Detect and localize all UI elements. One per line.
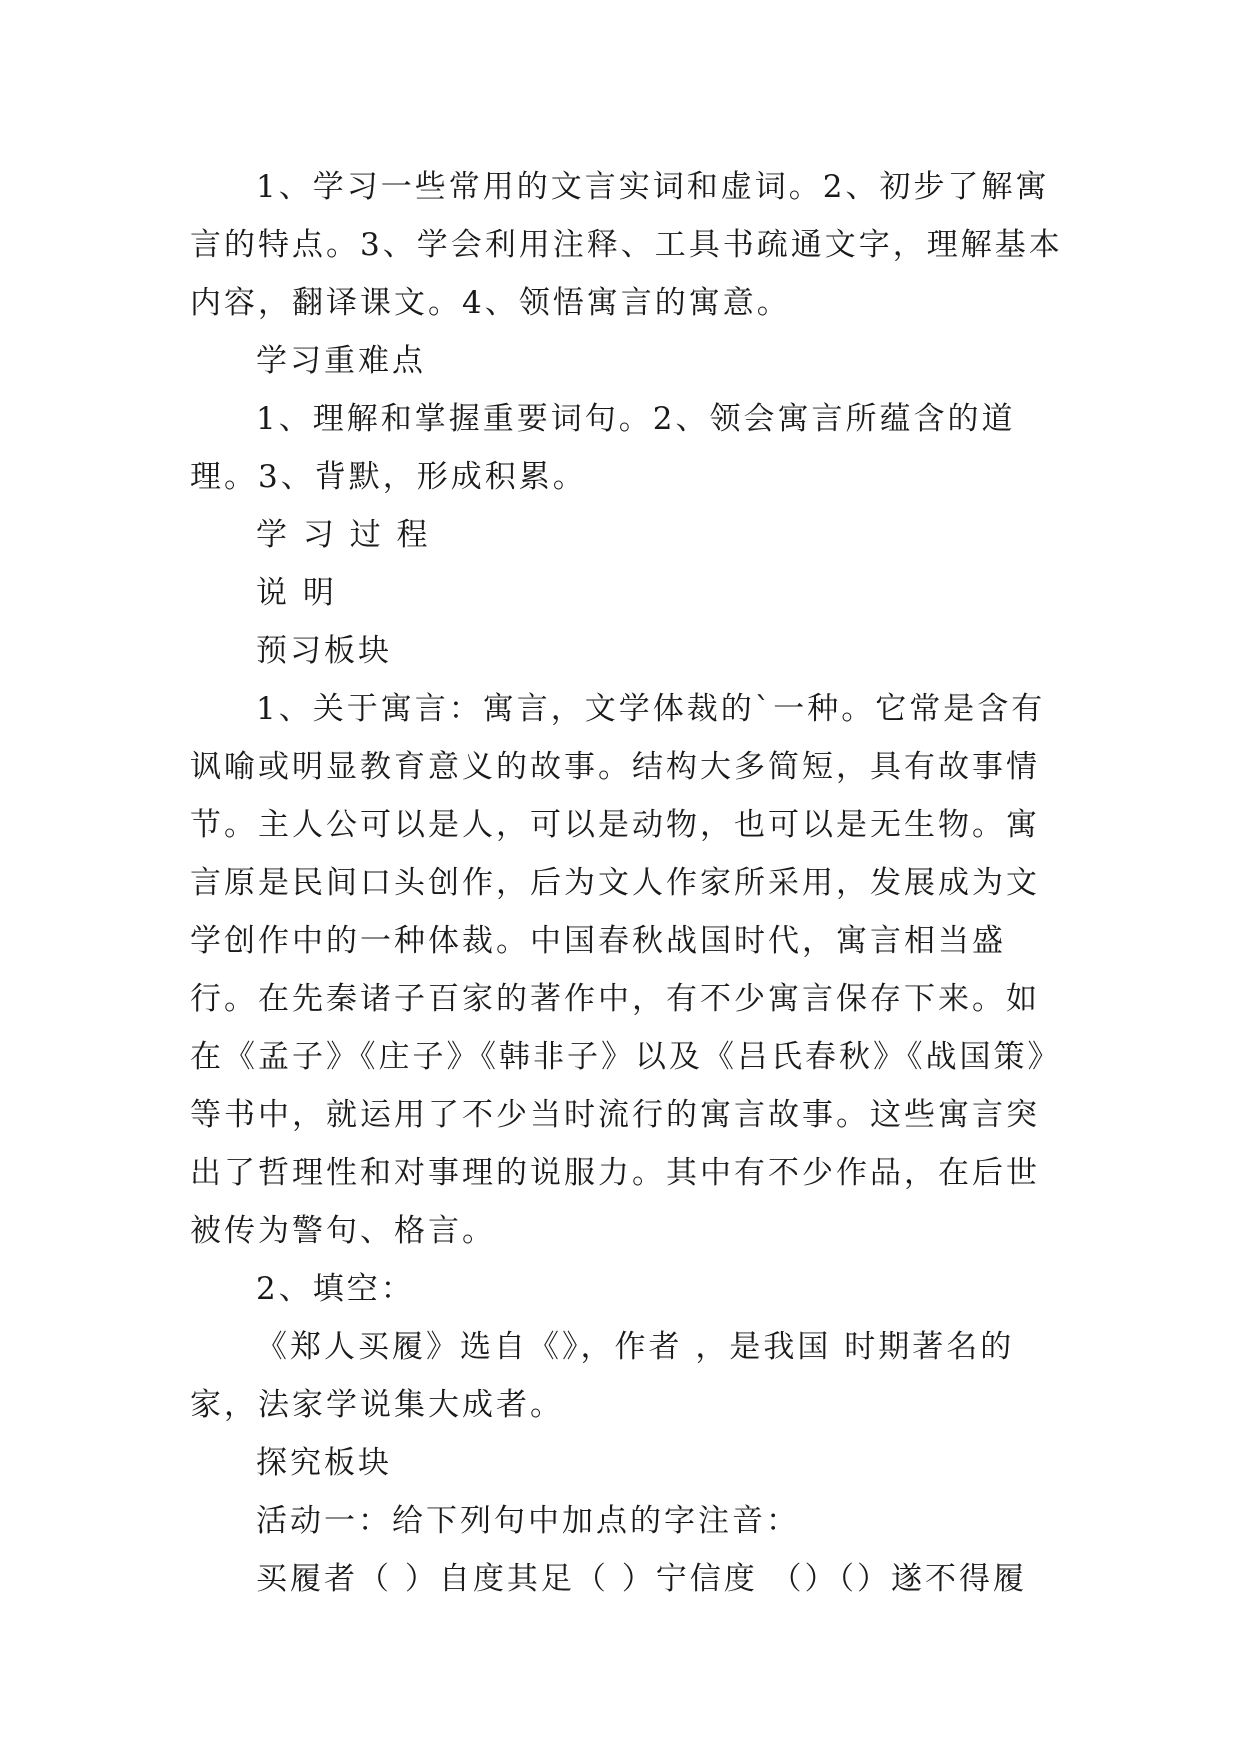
key-points-heading: 学习重难点 — [256, 343, 426, 379]
pinyin-exercise: 买履者（ ）自度其足（ ）宁信度 （）（）遂不得履 — [256, 1561, 1028, 1597]
document-body — [190, 158, 1070, 1608]
activity-one-heading: 活动一：给下列句中加点的字注音： — [256, 1503, 800, 1539]
preview-heading: 预习板块 — [256, 633, 392, 669]
learning-objectives: 1、学习一些常用的文言实词和虚词。2、初步了解寓言的特点。3、学会利用注释、工具书疏通文字，理解基本内容，翻译课文。4、领悟寓言的寓意。 — [190, 169, 1063, 321]
fill-blank-paragraph: 《郑人买履》选自《》，作者 ，是我国 时期著名的家，法家学说集大成者。 — [190, 1329, 1015, 1423]
process-heading: 学 习 过 程 — [256, 517, 431, 553]
notes-heading: 说 明 — [256, 575, 337, 611]
fill-blank-heading: 2、填空： — [256, 1271, 415, 1307]
about-fable-paragraph: 1、关于寓言：寓言，文学体裁的`一种。它常是含有讽喻或明显教育意义的故事。结构大多简短，具有故事情节。主人公可以是人，可以是动物，也可以是无生物。寓言原是民间口头创作，后为文人作家所采用，发展成为文学创作中的一种体裁。中国春秋战国时代，寓言相当盛行。在先秦诸子百家的著作中，有不少寓言保存下来。如在《孟子》《庄子》《韩非子》以及《吕氏春秋》《战国策》等书中，就运用了不少当时流行的寓言故事。这些寓言突出了哲理性和对事理的说服力。其中有不少作品，在后世被传为警句、格言。 — [190, 691, 1062, 1249]
key-points: 1、理解和掌握重要词句。2、领会寓言所蕴含的道理。3、背默，形成积累。 — [190, 401, 1016, 495]
explore-heading: 探究板块 — [256, 1445, 392, 1481]
